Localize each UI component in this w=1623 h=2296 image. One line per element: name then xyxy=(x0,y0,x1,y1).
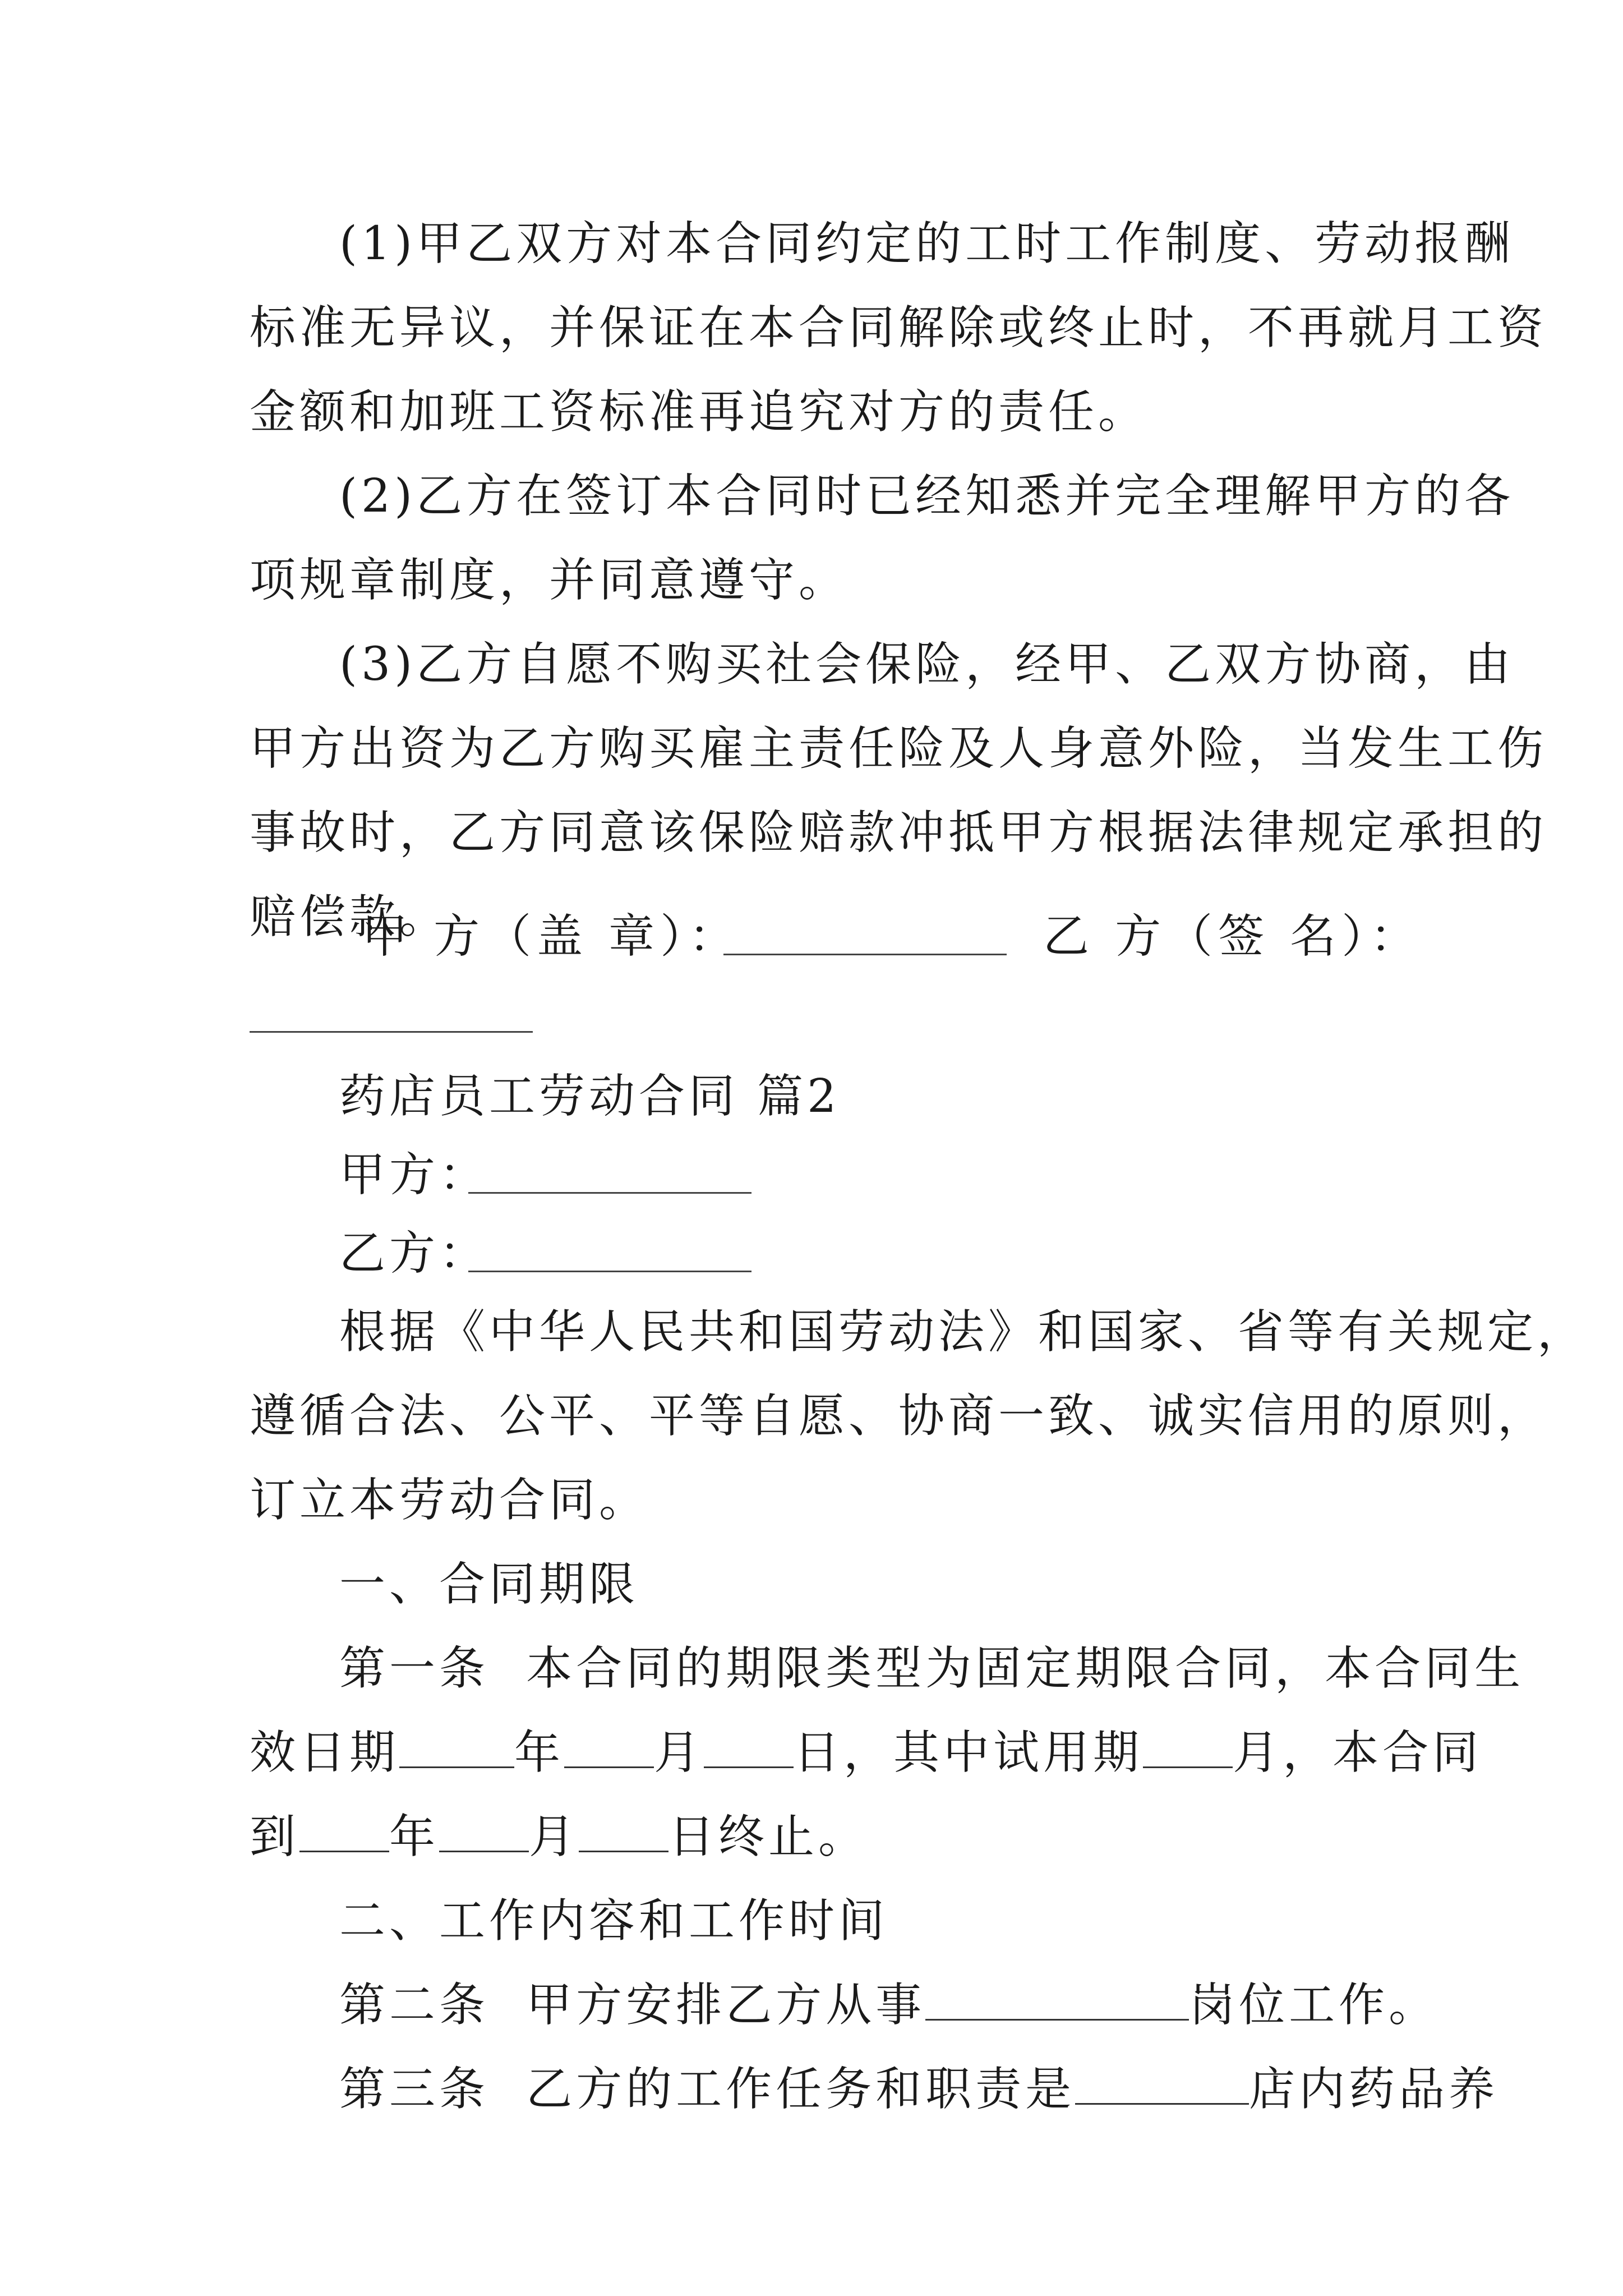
intro-line-1: 根据《中华人民共和国劳动法》和国家、省等有关规定， xyxy=(339,1305,1588,1359)
effective-day-blank[interactable] xyxy=(704,1761,794,1768)
clause-2-line-2: 项规章制度，并同意遵守。 xyxy=(250,554,849,607)
article-2: 第二条 甲方安排乙方从事 岗位工作。 xyxy=(339,1978,1439,2032)
intro-line-2: 遵循合法、公平、平等自愿、协商一致、诚实信用的原则， xyxy=(250,1389,1548,1443)
position-blank[interactable] xyxy=(925,2013,1189,2021)
article-1-line-2: 效日期 年 月 日，其中试用期 月，本合同 xyxy=(250,1726,1483,1779)
intro-line-3: 订立本劳动合同。 xyxy=(250,1474,649,1527)
party-a-blank[interactable] xyxy=(468,1192,751,1194)
clause-1-line-2: 标准无异议，并保证在本合同解除或终止时，不再就月工资 xyxy=(250,301,1548,355)
party-a-label: 甲方： xyxy=(339,1148,490,1202)
clause-3-line-2: 甲方出资为乙方购买雇主责任险及人身意外险，当发生工伤 xyxy=(250,722,1548,775)
article-3: 第三条 乙方的工作任务和职责是 店内药品养 xyxy=(339,2063,1499,2116)
effective-year-blank[interactable] xyxy=(399,1761,514,1768)
clause-3-line-1: (3)乙方自愿不购买社会保险，经甲、乙双方协商，由 xyxy=(339,638,1515,691)
party-a-seal-blank[interactable] xyxy=(723,954,1007,955)
clause-1-line-3: 金额和加班工资标准再追究对方的责任。 xyxy=(250,385,1149,439)
party-b-sign-label: 乙 方（签 名）： xyxy=(1043,910,1422,963)
heading-work-content: 二、工作内容和工作时间 xyxy=(339,1894,889,1948)
clause-2-line-1: (2)乙方在签订本合同时已经知悉并完全理解甲方的各 xyxy=(339,470,1515,523)
article-1-line-3: 到 年 月 日终止。 xyxy=(250,1810,869,1864)
end-day-blank[interactable] xyxy=(579,1845,668,1852)
end-year-blank[interactable] xyxy=(299,1845,389,1852)
effective-month-blank[interactable] xyxy=(564,1761,654,1768)
clause-3-line-3: 事故时，乙方同意该保险赔款冲抵甲方根据法律规定承担的 xyxy=(250,806,1548,859)
duties-blank[interactable] xyxy=(1075,2097,1249,2105)
heading-contract-term: 一、合同期限 xyxy=(339,1558,639,1611)
clause-1-line-1: (1)甲乙双方对本合同约定的工时工作制度、劳动报酬 xyxy=(339,217,1515,270)
section-title: 药店员工劳动合同 篇2 xyxy=(339,1070,841,1123)
clause-3-line-4: 赔偿款。 xyxy=(250,890,450,944)
party-b-sign-blank[interactable] xyxy=(250,1031,533,1033)
party-a-seal-label: 甲 方（盖 章）： xyxy=(362,910,741,963)
end-month-blank[interactable] xyxy=(439,1845,529,1852)
party-b-blank[interactable] xyxy=(468,1271,751,1272)
probation-month-blank[interactable] xyxy=(1143,1761,1233,1768)
article-1-line-1: 第一条 本合同的期限类型为固定期限合同，本合同生 xyxy=(339,1642,1525,1695)
party-b-label: 乙方： xyxy=(339,1227,490,1280)
